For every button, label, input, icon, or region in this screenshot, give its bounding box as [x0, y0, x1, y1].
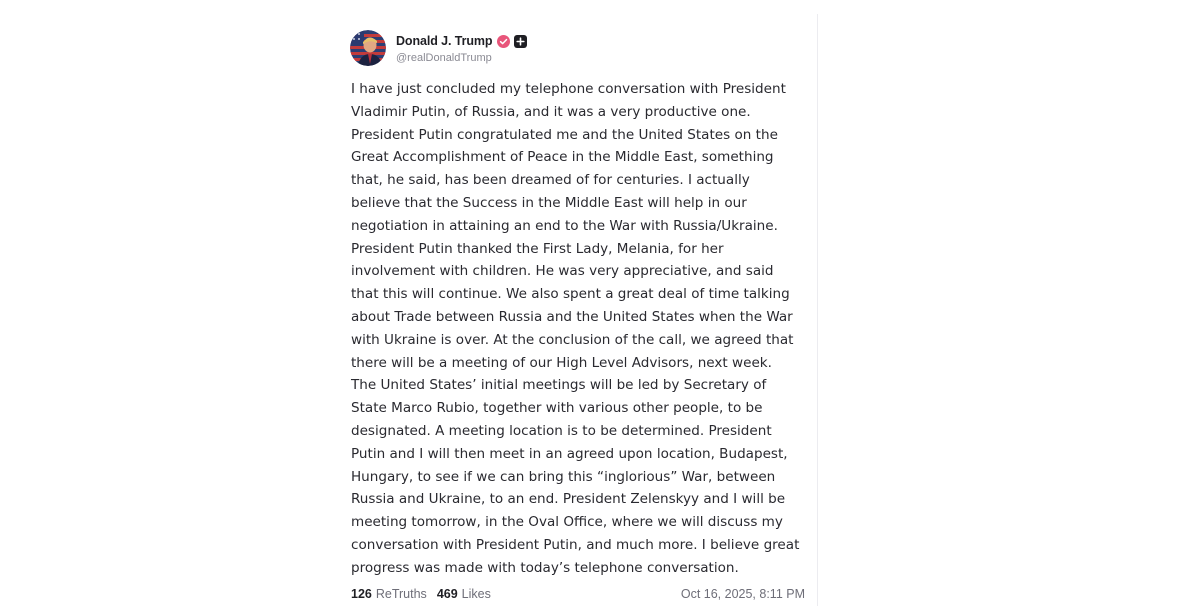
post-footer [351, 585, 805, 603]
name-row [396, 32, 527, 50]
author-handle[interactable]: @realDonaldTrump [396, 52, 492, 64]
avatar-image [350, 30, 386, 66]
post-timestamp[interactable]: Oct 16, 2025, 8:11 PM [680, 587, 805, 601]
plus-square-icon [514, 35, 527, 48]
post-header [350, 28, 527, 68]
retruths-count: 126 [351, 587, 372, 601]
avatar[interactable] [350, 30, 386, 66]
verified-badge-icon [497, 35, 510, 48]
likes-count: 469 [436, 587, 458, 601]
likes-stat[interactable] [437, 587, 491, 601]
likes-label: Likes [461, 587, 491, 601]
post-body-text: I have just concluded my telephone conversation with President Vladimir Putin, of Russia, and it was a very productive one. President Putin congratulated me and the United States on the Great Accomplishment of Peace in the Middle East, something that, he said, has been dreamed of for centuries. I actually believe that the Success in the Middle East will help in our negotiation in attaining an end to the War with Russia/Ukraine. President Putin thanked the First Lady, Melania, for her involvement with children. He was very appreciative, and said that this will continue. We also spent a great deal of time talking about Trade between Russia and the United States when the War with Ukraine is over. At the conclusion of the call, we agreed that there will be a meeting of our High Level Advisors, next week. The United States’ initial meetings will be led by Secretary of State Marco Rubio, together with various other people, to be designated. A meeting location is to be determined. President Putin and I will then meet in an agreed upon location, Budapest, Hungary, to see if we can bring this “inglorious” War, between Russia and Ukraine, to an end. President Zelenskyy and I will be meeting tomorrow, in the Oval Office, where we will discuss my conversation with President Putin, and much more. I believe great progress was made with today’s telephone conversation. [351, 81, 800, 576]
author-display-name[interactable]: Donald J. Trump [396, 34, 493, 48]
author-identity [396, 32, 527, 64]
retruths-stat[interactable] [351, 587, 427, 601]
post-card [340, 14, 818, 606]
retruths-label: ReTruths [375, 587, 427, 601]
